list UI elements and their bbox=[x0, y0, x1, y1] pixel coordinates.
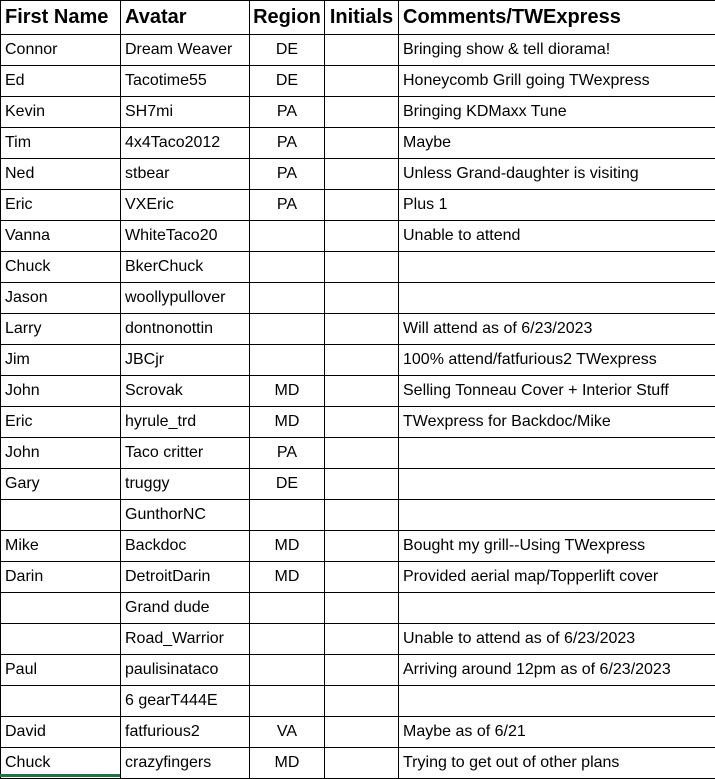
cell-comments[interactable] bbox=[399, 686, 715, 717]
cell-avatar[interactable]: Road_Warrior bbox=[121, 624, 250, 655]
table-row bbox=[1, 438, 715, 469]
cell-region[interactable]: PA bbox=[250, 190, 325, 221]
cell-region[interactable]: PA bbox=[250, 438, 325, 469]
cell-avatar[interactable]: Tacotime55 bbox=[121, 66, 250, 97]
table-row bbox=[1, 624, 715, 655]
table-row bbox=[1, 655, 715, 686]
cell-comments[interactable]: Unless Grand-daughter is visiting bbox=[399, 159, 715, 190]
cell-avatar[interactable]: 4x4Taco2012 bbox=[121, 128, 250, 159]
cell-first-name[interactable] bbox=[1, 500, 121, 531]
cell-initials[interactable] bbox=[325, 190, 399, 221]
cell-first-name[interactable]: Vanna bbox=[1, 221, 121, 252]
cell-avatar[interactable]: Dream Weaver bbox=[121, 35, 250, 66]
table-row bbox=[1, 66, 715, 97]
cell-region[interactable] bbox=[250, 686, 325, 717]
cell-avatar[interactable]: woollypullover bbox=[121, 283, 250, 314]
cell-avatar[interactable]: Scrovak bbox=[121, 376, 250, 407]
table-row bbox=[1, 252, 715, 283]
cell-initials[interactable] bbox=[325, 97, 399, 128]
header-first-name[interactable]: First Name bbox=[1, 1, 121, 35]
cell-avatar[interactable]: Taco critter bbox=[121, 438, 250, 469]
cell-region[interactable]: MD bbox=[250, 562, 325, 593]
cell-comments[interactable] bbox=[399, 469, 715, 500]
cell-first-name[interactable] bbox=[1, 593, 121, 624]
cell-avatar[interactable]: VXEric bbox=[121, 190, 250, 221]
cell-comments[interactable]: Will attend as of 6/23/2023 bbox=[399, 314, 715, 345]
cell-first-name[interactable]: Darin bbox=[1, 562, 121, 593]
cell-avatar[interactable]: Grand dude bbox=[121, 593, 250, 624]
table-row bbox=[1, 500, 715, 531]
cell-comments[interactable]: Maybe bbox=[399, 128, 715, 159]
table-row bbox=[1, 35, 715, 66]
cell-region[interactable]: MD bbox=[250, 376, 325, 407]
cell-initials[interactable] bbox=[325, 717, 399, 748]
cell-initials[interactable] bbox=[325, 252, 399, 283]
cell-first-name[interactable]: Tim bbox=[1, 128, 121, 159]
cell-region[interactable] bbox=[250, 593, 325, 624]
cell-avatar[interactable]: paulisinataco bbox=[121, 655, 250, 686]
sheet-body bbox=[1, 35, 715, 779]
cell-region[interactable] bbox=[250, 252, 325, 283]
cell-first-name[interactable]: Jason bbox=[1, 283, 121, 314]
cell-comments[interactable]: Arriving around 12pm as of 6/23/2023 bbox=[399, 655, 715, 686]
table-row bbox=[1, 159, 715, 190]
cell-comments[interactable]: Unable to attend as of 6/23/2023 bbox=[399, 624, 715, 655]
table-row bbox=[1, 97, 715, 128]
cell-initials[interactable] bbox=[325, 469, 399, 500]
cell-region[interactable]: MD bbox=[250, 407, 325, 438]
cell-region[interactable]: PA bbox=[250, 128, 325, 159]
cell-comments[interactable] bbox=[399, 500, 715, 531]
table-row bbox=[1, 562, 715, 593]
cell-avatar[interactable]: dontnonottin bbox=[121, 314, 250, 345]
cell-initials[interactable] bbox=[325, 624, 399, 655]
cell-avatar[interactable]: BkerChuck bbox=[121, 252, 250, 283]
cell-comments[interactable]: Maybe as of 6/21 bbox=[399, 717, 715, 748]
cell-comments[interactable]: Bringing KDMaxx Tune bbox=[399, 97, 715, 128]
cell-first-name[interactable]: Chuck bbox=[1, 748, 121, 779]
cell-region[interactable]: PA bbox=[250, 97, 325, 128]
cell-comments[interactable] bbox=[399, 593, 715, 624]
cell-first-name[interactable]: Connor bbox=[1, 35, 121, 66]
cell-region[interactable] bbox=[250, 624, 325, 655]
cell-region[interactable] bbox=[250, 655, 325, 686]
cell-initials[interactable] bbox=[325, 748, 399, 779]
cell-comments[interactable]: Bringing show & tell diorama! bbox=[399, 35, 715, 66]
table-row bbox=[1, 283, 715, 314]
cell-first-name[interactable]: Ed bbox=[1, 66, 121, 97]
cell-first-name[interactable]: David bbox=[1, 717, 121, 748]
cell-first-name[interactable] bbox=[1, 686, 121, 717]
table-row bbox=[1, 221, 715, 252]
cell-avatar[interactable]: Backdoc bbox=[121, 531, 250, 562]
header-region[interactable]: Region bbox=[250, 1, 325, 35]
cell-region[interactable]: DE bbox=[250, 35, 325, 66]
cell-initials[interactable] bbox=[325, 159, 399, 190]
cell-avatar[interactable]: fatfurious2 bbox=[121, 717, 250, 748]
header-initials[interactable]: Initials bbox=[325, 1, 399, 35]
cell-initials[interactable] bbox=[325, 562, 399, 593]
cell-first-name[interactable]: Chuck bbox=[1, 252, 121, 283]
cell-first-name[interactable]: John bbox=[1, 376, 121, 407]
cell-initials[interactable] bbox=[325, 438, 399, 469]
cell-comments[interactable]: Unable to attend bbox=[399, 221, 715, 252]
cell-comments[interactable]: Selling Tonneau Cover + Interior Stuff bbox=[399, 376, 715, 407]
cell-region[interactable]: PA bbox=[250, 159, 325, 190]
cell-region[interactable] bbox=[250, 314, 325, 345]
cell-initials[interactable] bbox=[325, 66, 399, 97]
cell-comments[interactable]: Plus 1 bbox=[399, 190, 715, 221]
cell-region[interactable]: DE bbox=[250, 66, 325, 97]
header-avatar[interactable]: Avatar bbox=[121, 1, 250, 35]
header-row bbox=[1, 1, 715, 35]
cell-comments[interactable] bbox=[399, 252, 715, 283]
cell-first-name[interactable]: Paul bbox=[1, 655, 121, 686]
cell-comments[interactable]: Trying to get out of other plans bbox=[399, 748, 715, 779]
table-row bbox=[1, 531, 715, 562]
cell-first-name[interactable]: Mike bbox=[1, 531, 121, 562]
cell-avatar[interactable]: JBCjr bbox=[121, 345, 250, 376]
cell-first-name[interactable]: Eric bbox=[1, 190, 121, 221]
cell-region[interactable] bbox=[250, 345, 325, 376]
cell-first-name[interactable]: Ned bbox=[1, 159, 121, 190]
table-row bbox=[1, 593, 715, 624]
table-row bbox=[1, 314, 715, 345]
cell-initials[interactable] bbox=[325, 500, 399, 531]
cell-comments[interactable]: Honeycomb Grill going TWexpress bbox=[399, 66, 715, 97]
cell-comments[interactable] bbox=[399, 283, 715, 314]
cell-avatar[interactable]: hyrule_trd bbox=[121, 407, 250, 438]
cell-first-name[interactable] bbox=[1, 624, 121, 655]
cell-initials[interactable] bbox=[325, 345, 399, 376]
cell-avatar[interactable]: GunthorNC bbox=[121, 500, 250, 531]
cell-avatar[interactable]: stbear bbox=[121, 159, 250, 190]
header-comments[interactable]: Comments/TWExpress bbox=[399, 1, 715, 35]
cell-region[interactable]: MD bbox=[250, 531, 325, 562]
cell-first-name[interactable]: Eric bbox=[1, 407, 121, 438]
table-row bbox=[1, 717, 715, 748]
cell-first-name[interactable]: Larry bbox=[1, 314, 121, 345]
cell-initials[interactable] bbox=[325, 655, 399, 686]
cell-first-name[interactable]: Gary bbox=[1, 469, 121, 500]
table-row bbox=[1, 407, 715, 438]
cell-avatar[interactable]: crazyfingers bbox=[121, 748, 250, 779]
table-row bbox=[1, 686, 715, 717]
cell-comments[interactable]: 100% attend/fatfurious2 TWexpress bbox=[399, 345, 715, 376]
cell-initials[interactable] bbox=[325, 283, 399, 314]
cell-avatar[interactable]: DetroitDarin bbox=[121, 562, 250, 593]
table-row bbox=[1, 345, 715, 376]
cell-initials[interactable] bbox=[325, 314, 399, 345]
cell-region[interactable]: VA bbox=[250, 717, 325, 748]
cell-initials[interactable] bbox=[325, 35, 399, 66]
cell-initials[interactable] bbox=[325, 376, 399, 407]
cell-region[interactable] bbox=[250, 500, 325, 531]
cell-region[interactable]: DE bbox=[250, 469, 325, 500]
cell-initials[interactable] bbox=[325, 128, 399, 159]
cell-first-name[interactable]: John bbox=[1, 438, 121, 469]
cell-comments[interactable]: Provided aerial map/Topperlift cover bbox=[399, 562, 715, 593]
cell-region[interactable] bbox=[250, 283, 325, 314]
cell-avatar[interactable]: 6 gearT444E bbox=[121, 686, 250, 717]
cell-comments[interactable]: Bought my grill--Using TWexpress bbox=[399, 531, 715, 562]
cell-initials[interactable] bbox=[325, 593, 399, 624]
cell-first-name[interactable]: Jim bbox=[1, 345, 121, 376]
table-row bbox=[1, 376, 715, 407]
table-row bbox=[1, 128, 715, 159]
cell-region[interactable] bbox=[250, 221, 325, 252]
cell-avatar[interactable]: SH7mi bbox=[121, 97, 250, 128]
cell-avatar[interactable]: WhiteTaco20 bbox=[121, 221, 250, 252]
cell-initials[interactable] bbox=[325, 531, 399, 562]
cell-initials[interactable] bbox=[325, 686, 399, 717]
table-row bbox=[1, 190, 715, 221]
cell-avatar[interactable]: truggy bbox=[121, 469, 250, 500]
cell-comments[interactable] bbox=[399, 438, 715, 469]
cell-initials[interactable] bbox=[325, 221, 399, 252]
cell-initials[interactable] bbox=[325, 407, 399, 438]
cell-region[interactable]: MD bbox=[250, 748, 325, 779]
table-row bbox=[1, 469, 715, 500]
cell-comments[interactable]: TWexpress for Backdoc/Mike bbox=[399, 407, 715, 438]
cell-first-name[interactable]: Kevin bbox=[1, 97, 121, 128]
